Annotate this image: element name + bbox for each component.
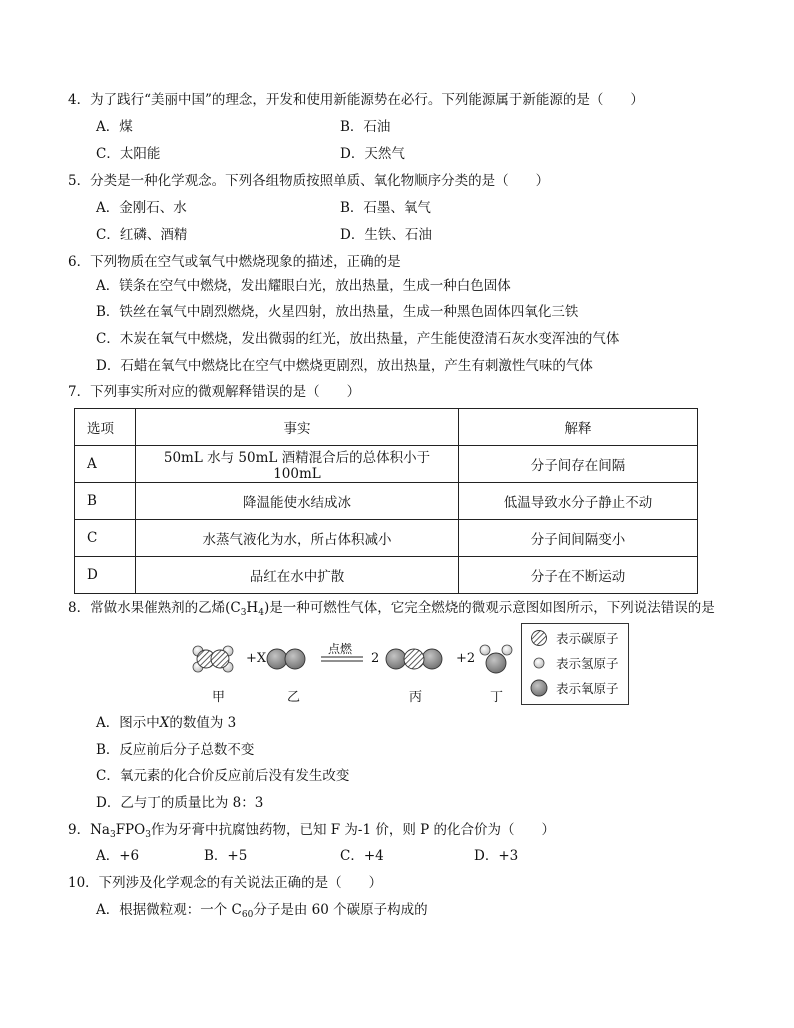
- q5-option-a: A．金刚石、水: [96, 200, 187, 216]
- table-cell: 分子间存在间隔: [459, 446, 698, 483]
- q4-stem: 4．为了践行“美丽中国”的理念，开发和使用新能源势在必行。下列能源属于新能源的是（ ）: [68, 92, 644, 108]
- table-row: [75, 557, 698, 594]
- q10-sub: 60: [241, 910, 254, 920]
- q9-stem-part: 作为牙膏中抗腐蚀药物，已知 F 为-1 价，则 P 的化合价为（ ）: [150, 822, 556, 838]
- water-molecule: [480, 645, 512, 673]
- table-row: [75, 483, 698, 520]
- q9-sub: 3: [109, 830, 116, 840]
- ignite-label: 点燃: [328, 642, 353, 656]
- carbon-dioxide-molecule: [386, 649, 442, 669]
- q7-table: [74, 408, 698, 594]
- q10-option-a: [96, 900, 428, 925]
- q8-stem: [68, 598, 715, 623]
- q7-stem: 7．下列事实所对应的微观解释错误的是（ ）: [68, 384, 361, 400]
- table-cell: 分子间间隔变小: [459, 520, 698, 557]
- q8-option-d: D．乙与丁的质量比为 8：3: [96, 795, 264, 811]
- q4-option-d: D．天然气: [340, 146, 405, 162]
- molecule-label-jia: 甲: [212, 690, 226, 705]
- q5-option-b: B．石墨、氧气: [340, 200, 431, 216]
- table-header-cell: 解释: [459, 409, 698, 446]
- legend-hydrogen: [530, 654, 619, 672]
- q8-a-var: X: [159, 715, 170, 731]
- q4-option-a: A．煤: [96, 119, 133, 135]
- q8-sub: 3: [240, 608, 247, 618]
- q9-option-a: A．+6: [96, 848, 140, 864]
- legend-oxygen: [530, 679, 619, 697]
- table-cell: 品红在水中扩散: [136, 557, 459, 594]
- molecule-label-ding: 丁: [490, 690, 504, 705]
- hydrogen-atom-icon: [530, 654, 548, 672]
- plus-two-label: +2: [456, 651, 476, 666]
- q4-option-c: C．太阳能: [96, 146, 161, 162]
- carbon-atom-icon: [530, 629, 548, 647]
- table-cell: 分子在不断运动: [459, 557, 698, 594]
- q8-stem-part: H: [246, 600, 259, 616]
- q8-stem-part: )是一种可燃性气体，它完全燃烧的微观示意图如图所示，下列说法错误的是: [263, 600, 715, 616]
- q5-option-c: C．红磷、酒精: [96, 227, 188, 243]
- ethylene-molecule: [193, 646, 233, 672]
- table-cell: A: [75, 446, 136, 483]
- table-row: [75, 520, 698, 557]
- q8-stem-part: 8．常做水果催熟剂的乙烯(C: [68, 600, 241, 616]
- q6-option-d: D．石蜡在氧气中燃烧比在空气中燃烧更剧烈，放出热量，产生有刺激性气味的气体: [96, 358, 593, 374]
- atom-legend: [521, 623, 629, 705]
- table-cell: B: [75, 483, 136, 520]
- table-cell: 50mL 水与 50mL 酒精混合后的总体积小于 100mL: [136, 446, 459, 483]
- q8-option-c: C．氧元素的化合价反应前后没有发生改变: [96, 768, 350, 784]
- q9-option-b: B．+5: [204, 848, 248, 864]
- q8-option-a: [96, 713, 236, 733]
- table-header-cell: 选项: [75, 409, 136, 446]
- q9-stem-part: 9．Na: [68, 822, 110, 838]
- oxygen-atom-icon: [530, 679, 548, 697]
- q6-option-c: C．木炭在氧气中燃烧，发出微弱的红光，放出热量，产生能使澄清石灰水变浑浊的气体: [96, 331, 620, 347]
- q8-a-pre: A．图示中: [96, 715, 160, 731]
- q9-option-c: C．+4: [340, 848, 384, 864]
- table-cell: D: [75, 557, 136, 594]
- table-header-cell: 事实: [136, 409, 459, 446]
- table-cell: 水蒸气液化为水，所占体积减小: [136, 520, 459, 557]
- molecule-label-yi: 乙: [287, 690, 301, 705]
- coefficient-label: 2: [371, 651, 380, 666]
- q9-sub: 3: [145, 830, 151, 840]
- q10-stem: 10．下列涉及化学观念的有关说法正确的是（ ）: [68, 875, 383, 891]
- molecule-label-bing: 丙: [409, 690, 423, 705]
- oxygen-molecule: [267, 649, 305, 669]
- q10-a-post: 分子是由 60 个碳原子构成的: [253, 902, 428, 918]
- legend-carbon-label: 表示碳原子: [556, 631, 619, 646]
- q10-a-pre: A．根据微粒观：一个 C: [96, 902, 242, 918]
- q6-option-a: A．镁条在空气中燃烧，发出耀眼白光，放出热量，生成一种白色固体: [96, 278, 511, 294]
- q5-option-d: D．生铁、石油: [340, 227, 432, 243]
- table-cell: C: [75, 520, 136, 557]
- legend-carbon: [530, 629, 619, 647]
- q8-sub: 4: [258, 608, 264, 618]
- q8-option-b: B．反应前后分子总数不变: [96, 742, 255, 758]
- legend-oxygen-label: 表示氧原子: [556, 681, 619, 696]
- table-row: [75, 446, 698, 483]
- q6-option-b: B．铁丝在氧气中剧烈燃烧，火星四射，放出热量，生成一种黑色固体四氧化三铁: [96, 304, 579, 320]
- legend-hydrogen-label: 表示氢原子: [556, 656, 619, 671]
- table-cell: 降温能使水结成冰: [136, 483, 459, 520]
- q9-stem-part: FPO: [115, 822, 146, 838]
- q5-stem: 5．分类是一种化学观念。下列各组物质按照单质、氧化物顺序分类的是（ ）: [68, 173, 550, 189]
- q6-stem: 6．下列物质在空气或氧气中燃烧现象的描述，正确的是: [68, 254, 401, 270]
- q4-option-b: B．石油: [340, 119, 391, 135]
- plus-x-label: +X: [246, 651, 267, 666]
- q9-option-d: D．+3: [474, 848, 519, 864]
- q8-a-post: 的数值为 3: [169, 715, 237, 731]
- table-header-row: [75, 409, 698, 446]
- table-cell: 低温导致水分子静止不动: [459, 483, 698, 520]
- q9-stem: [68, 820, 555, 845]
